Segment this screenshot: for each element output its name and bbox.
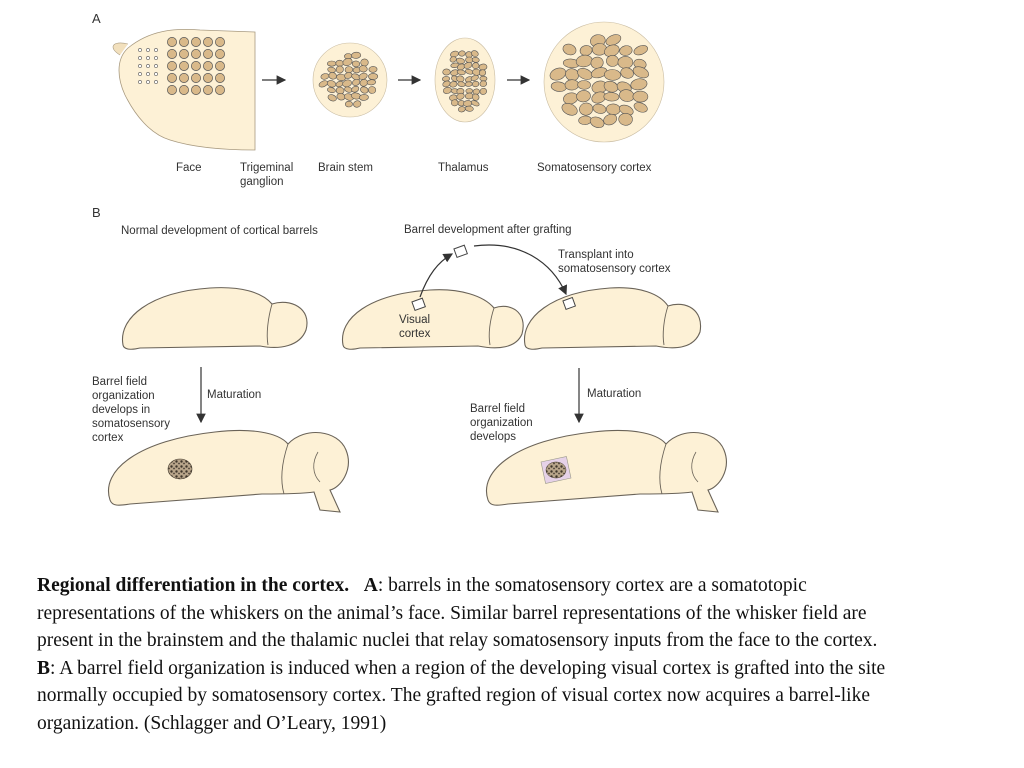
left-note-line-3: develops in (92, 404, 151, 416)
barrel (369, 66, 378, 72)
barrel (215, 37, 224, 46)
right-note-line-2: organization (470, 417, 533, 429)
barrel (146, 72, 149, 75)
barrel (215, 85, 224, 94)
barrel-field-grafted (546, 462, 566, 478)
maturation-label-right: Maturation (587, 388, 642, 400)
barrel (465, 106, 474, 112)
barrel (191, 61, 200, 70)
barrel (466, 89, 473, 94)
barrel (179, 73, 188, 82)
barrel (203, 49, 212, 58)
right-note-line-3: develops (470, 431, 517, 443)
barrel (361, 59, 369, 67)
barrel (215, 73, 224, 82)
transplant-label-1: Transplant into (558, 249, 634, 261)
barrel (167, 37, 176, 46)
barrel (154, 48, 157, 51)
barrel (138, 56, 141, 59)
caption-b-text: : A barrel field organization is induced when a region of the developing visual cortex is grafted into the site normally occupied by somatosensory cortex. The grafted region of visual cortex now acquires a barrel-like organization. (Schlagger and O’Leary, 1991) (37, 657, 886, 734)
barrel (154, 80, 157, 83)
graft-development-title: Barrel development after grafting (404, 224, 572, 236)
barrel (179, 37, 188, 46)
barrel (633, 91, 648, 102)
barrel (465, 81, 473, 86)
barrel-field-normal (168, 459, 192, 479)
barrel (154, 56, 157, 59)
brain-normal-mature (108, 431, 348, 513)
barrel (359, 94, 369, 100)
barrel (351, 52, 361, 59)
barrel (179, 61, 188, 70)
barrel (368, 73, 378, 80)
maturation-label-left: Maturation (207, 389, 262, 401)
label-face: Face (176, 162, 202, 174)
label-trigeminal-1: Trigeminal (240, 162, 294, 174)
barrel (167, 85, 176, 94)
brain-normal-early (122, 288, 307, 350)
label-brain-stem: Brain stem (318, 162, 373, 174)
barrel (146, 56, 149, 59)
caption-b-label: B (37, 657, 51, 679)
label-trigeminal-2: ganglion (240, 176, 284, 188)
label-thalamus: Thalamus (438, 162, 489, 174)
barrel (215, 61, 224, 70)
barrel (345, 101, 352, 107)
barrel (458, 106, 466, 112)
barrel (367, 79, 376, 85)
label-somatosensory-cortex: Somatosensory cortex (537, 162, 652, 174)
caption-a-label: A (363, 575, 378, 596)
barrel (480, 76, 487, 81)
barrel (203, 37, 212, 46)
graft-arrow-over (474, 245, 566, 294)
visual-cortex-label-1: Visual (399, 314, 431, 326)
barrel (352, 61, 360, 67)
barrel (167, 73, 176, 82)
left-note-line-5: cortex (92, 432, 124, 444)
barrel (167, 49, 176, 58)
barrel (336, 60, 344, 66)
barrel (359, 65, 368, 72)
barrel (179, 49, 188, 58)
left-note-line-2: organization (92, 390, 155, 402)
right-note-line-1: Barrel field (470, 403, 525, 415)
brain-graft-early (342, 288, 700, 350)
barrel (191, 73, 200, 82)
barrel (154, 72, 157, 75)
panel-b-letter: B (92, 205, 101, 220)
normal-development-title: Normal development of cortical barrels (121, 225, 318, 237)
barrel (472, 63, 479, 69)
barrel (154, 64, 157, 67)
barrel (191, 49, 200, 58)
barrel (203, 61, 212, 70)
barrel (138, 72, 141, 75)
barrel (138, 48, 141, 51)
barrel (167, 61, 176, 70)
barrel (203, 73, 212, 82)
panel-a-letter: A (92, 11, 101, 26)
barrel (327, 61, 336, 66)
barrel (606, 55, 619, 67)
barrel (191, 85, 200, 94)
barrel (368, 86, 376, 94)
barrel (146, 80, 149, 83)
visual-cortex-label-2: cortex (399, 328, 431, 340)
left-note-line-4: somatosensory (92, 418, 170, 430)
barrel (146, 48, 149, 51)
barrel (179, 85, 188, 94)
barrel (618, 56, 633, 68)
barrel (443, 69, 451, 75)
barrel (577, 80, 590, 89)
caption-title: Regional differentiation in the cortex. (37, 575, 350, 596)
barrel (146, 64, 149, 67)
barrel (138, 80, 141, 83)
left-note-line-1: Barrel field (92, 376, 147, 388)
brain-graft-mature (486, 431, 726, 513)
barrel (138, 64, 141, 67)
figure-caption (37, 572, 897, 737)
barrel (203, 85, 212, 94)
barrel (472, 81, 479, 87)
transplant-label-2: somatosensory cortex (558, 263, 671, 275)
barrel (191, 37, 200, 46)
barrel (215, 49, 224, 58)
caption-a-text: : barrels in the somatosensory cortex are a somatotopic representations of the whiskers on the animal’s face. Similar barrel representations of the whisker field are present in the brainstem and the thalamic nuclei that relay somatosensory inputs from the face to the cortex. (37, 575, 878, 651)
graft-piece-in-transit (454, 245, 467, 257)
